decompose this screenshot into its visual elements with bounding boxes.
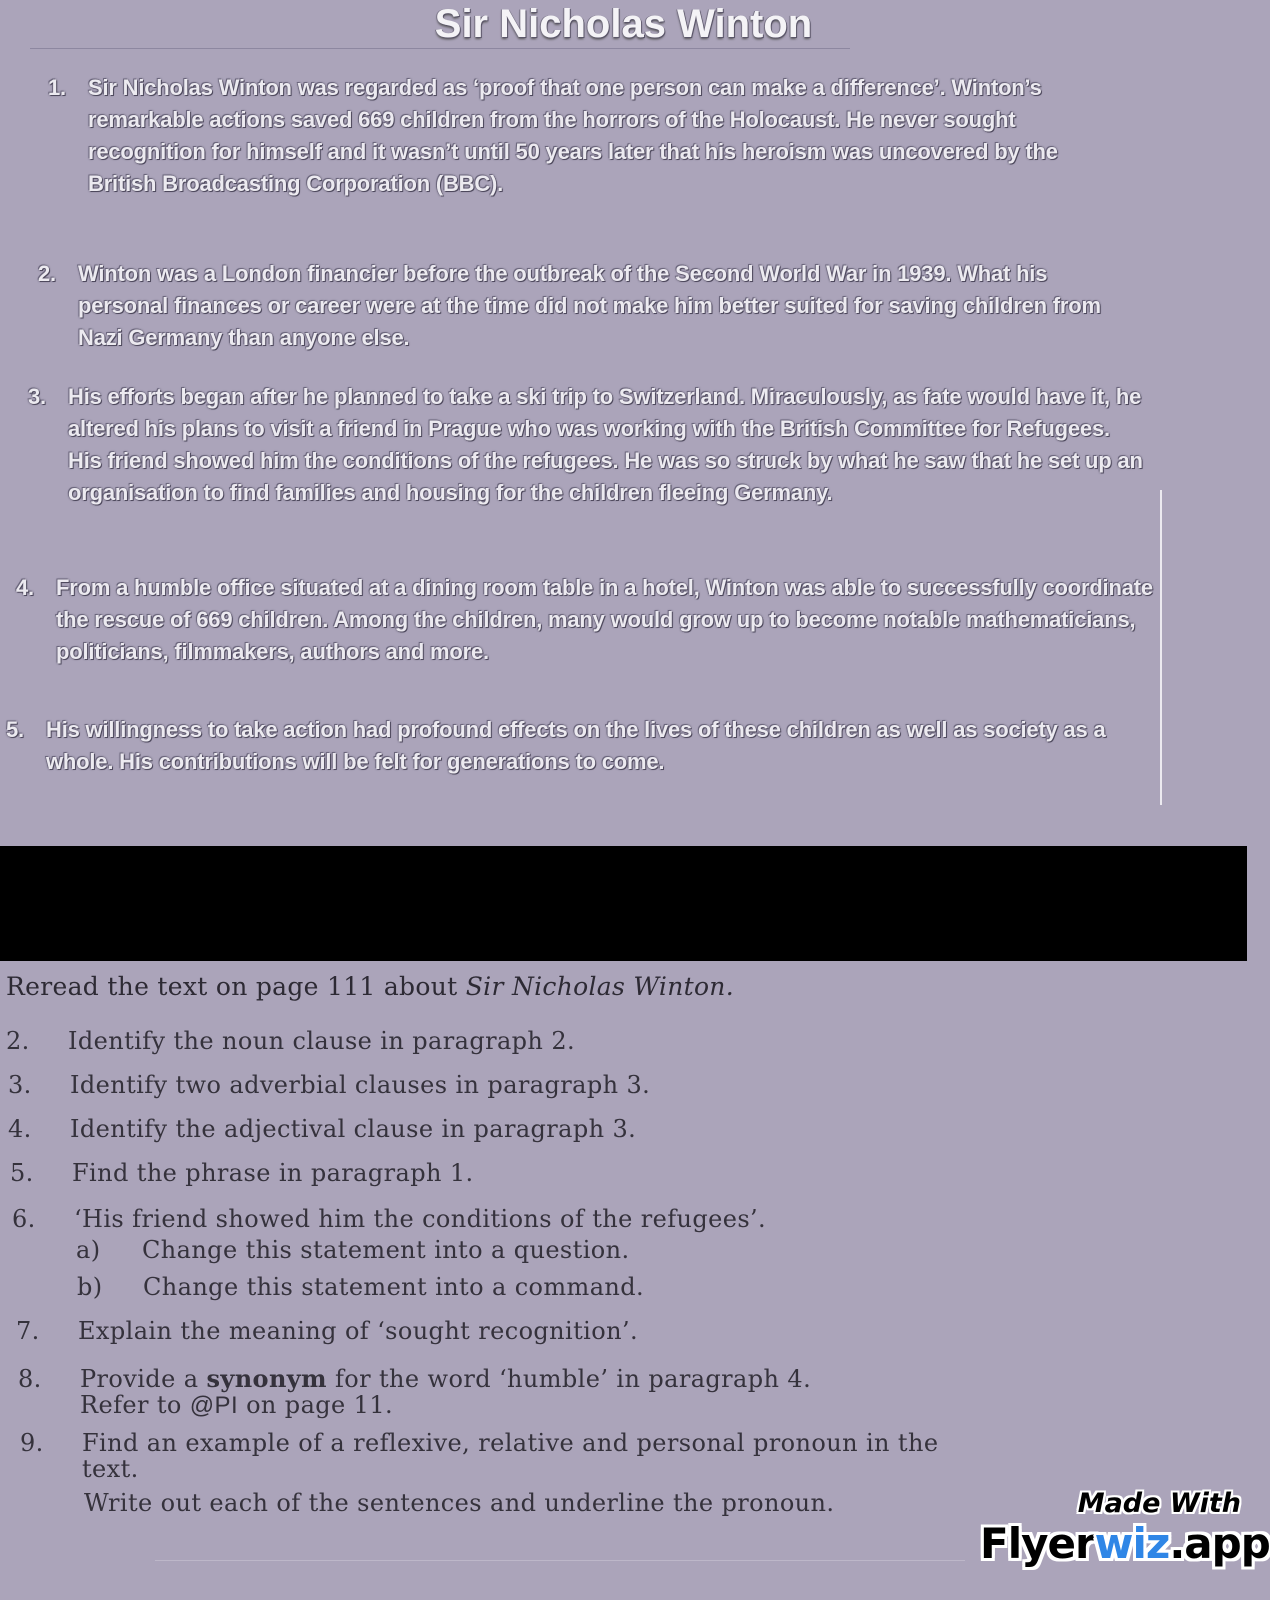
subquestion-text: Change this statement into a command.: [143, 1273, 645, 1301]
question-text: Identify the noun clause in paragraph 2.: [68, 1027, 576, 1055]
paragraph-number: 2.: [38, 261, 56, 286]
reference-tag: @PI: [189, 1392, 239, 1419]
paragraph-number: 3.: [28, 384, 46, 409]
question-number: 9.: [20, 1429, 44, 1457]
article-title: Sir Nicholas Winton: [434, 2, 813, 46]
flyerwiz-badge: [980, 1488, 1270, 1588]
question-text-cont: for the word ‘humble’ in paragraph 4.: [326, 1365, 812, 1393]
question-2: [6, 1027, 576, 1055]
worksheet-intro: [6, 972, 734, 1001]
question-9: [20, 1429, 962, 1483]
question-number: 6.: [12, 1205, 36, 1233]
paragraph-number: 1.: [48, 75, 66, 100]
question-text: Identify the adjectival clause in paragraph 3.: [70, 1115, 637, 1143]
title-underline: [30, 48, 850, 49]
question-6a: [76, 1236, 630, 1264]
question-9-instruction: [84, 1490, 834, 1516]
article-paragraph-3: [28, 381, 1143, 509]
paragraph-text: His efforts began after he planned to take a ski trip to Switzerland. Miraculously, as fate would have it, he altered his plans to visit a friend in Prague who was working with the British Committee for Refugees. His friend showed him the conditions of the refugees. He was so struck by what he saw that he set up an organisation to find families and housing for the children fleeing Germany.: [68, 384, 1143, 505]
paragraph-text: His willingness to take action had profound effects on the lives of these children as well as society as a whole. His contributions will be felt for generations to come.: [46, 717, 1106, 774]
badge-made-with: Made With: [1077, 1488, 1241, 1519]
question-text: ‘His friend showed him the conditions of the refugees’.: [74, 1205, 767, 1233]
answer-line: [155, 1560, 965, 1561]
question-8: [18, 1364, 812, 1419]
question-6: [12, 1205, 767, 1233]
question-text: Find an example of a reflexive, relative and personal pronoun in the text.: [82, 1429, 939, 1483]
question-5: [10, 1159, 474, 1187]
question-text: Explain the meaning of ‘sought recognition’.: [78, 1317, 639, 1345]
question-6b: [77, 1273, 645, 1301]
question-text-line2: Refer to: [80, 1391, 190, 1419]
intro-text: Reread the text on page 111 about: [6, 972, 466, 1001]
brand-part-wiz: wiz: [1094, 1519, 1170, 1568]
subquestion-letter: b): [77, 1273, 103, 1301]
badge-brand: [980, 1519, 1270, 1568]
keyword-synonym: synonym: [206, 1364, 327, 1393]
article-paragraph-1: [48, 72, 1118, 200]
paragraph-text: Sir Nicholas Winton was regarded as ‘proof that one person can make a difference’. Winton’s remarkable actions saved 669 children from the horrors of the Holocaust. He never sought recognition for himself and it wasn’t until 50 years later that his heroism was uncovered by the British Broadcasting Corporation (BBC).: [88, 75, 1058, 196]
question-4: [8, 1115, 637, 1143]
paragraph-text: From a humble office situated at a dining room table in a hotel, Winton was able to successfully coordinate the rescue of 669 children. Among the children, many would grow up to become notable mathematicians, politicians, filmmakers, authors and more.: [56, 575, 1153, 664]
question-number: 3.: [8, 1071, 32, 1099]
question-7: [16, 1317, 639, 1345]
question-text-line2-end: on page 11.: [238, 1391, 394, 1419]
brand-part-app: .app: [1169, 1519, 1270, 1568]
article-paragraph-2: [38, 258, 1118, 354]
paragraph-number: 4.: [16, 575, 34, 600]
article-paragraph-5: [6, 714, 1156, 778]
question-text: Find the phrase in paragraph 1.: [72, 1159, 474, 1187]
article-paragraph-4: [16, 572, 1156, 668]
brand-part-flyer: Flyer: [980, 1519, 1095, 1568]
question-text: Provide a: [80, 1365, 207, 1393]
question-number: 5.: [10, 1159, 34, 1187]
question-number: 7.: [16, 1317, 40, 1345]
subquestion-text: Change this statement into a question.: [142, 1236, 630, 1264]
question-3: [8, 1071, 651, 1099]
question-number: 4.: [8, 1115, 32, 1143]
intro-title: Sir Nicholas Winton.: [465, 972, 734, 1001]
subquestion-letter: a): [76, 1236, 101, 1264]
question-number: 2.: [6, 1027, 30, 1055]
paragraph-number: 5.: [6, 717, 24, 742]
paragraph-text: Winton was a London financier before the outbreak of the Second World War in 1939. What his personal finances or career were at the time did not make him better suited for saving children from Nazi Germany than anyone else.: [78, 261, 1101, 350]
margin-line: [1160, 490, 1162, 805]
divider-band: [0, 846, 1247, 961]
question-text: Identify two adverbial clauses in paragraph 3.: [70, 1071, 651, 1099]
question-number: 8.: [18, 1365, 42, 1393]
question-text: Write out each of the sentences and underline the pronoun.: [84, 1489, 835, 1517]
